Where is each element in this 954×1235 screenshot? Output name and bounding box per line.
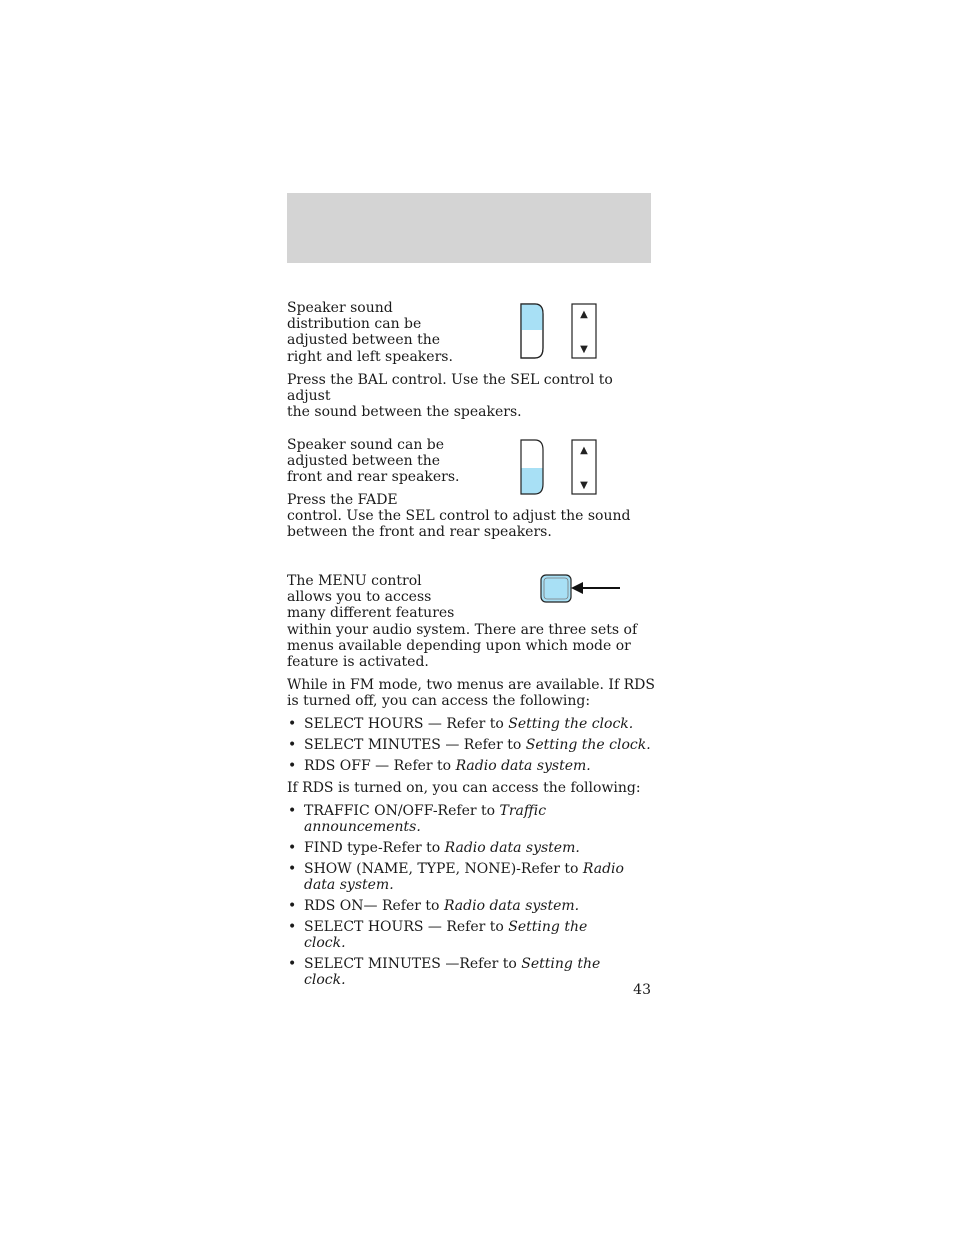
list-item: • FIND type-Refer to Radio data system. (287, 840, 627, 856)
rds-on-intro: If RDS is turned on, you can access the following: (287, 780, 641, 796)
menu-button-icon (541, 575, 571, 602)
rds-off-menu-list (287, 716, 657, 779)
list-item: • TRAFFIC ON/OFF-Refer to Traffic announcements. (287, 803, 627, 835)
rds-on-menu-list (287, 803, 627, 993)
sel-up-down-icon (572, 440, 596, 494)
fade-diagram (515, 436, 605, 500)
menu-diagram (538, 572, 628, 606)
list-item: • SELECT MINUTES —Refer to Setting the clock. (287, 956, 627, 988)
svg-text:▲: ▲ (580, 309, 588, 320)
pointer-arrow-icon (571, 582, 620, 594)
list-item: • SELECT HOURS — Refer to Setting the clock. (287, 919, 627, 951)
balance-instruction: Press the BAL control. Use the SEL control to adjust the sound between the speakers. (287, 372, 613, 421)
list-item: • SELECT MINUTES — Refer to Setting the clock. (287, 737, 657, 753)
list-item: • RDS OFF — Refer to Radio data system. (287, 758, 657, 774)
svg-text:▲: ▲ (580, 445, 588, 456)
fade-intro: Speaker sound can be adjusted between the front and rear speakers. (287, 437, 460, 486)
fade-instruction: Press the FADE control. Use the SEL control to adjust the sound between the front and rear speakers. (287, 492, 631, 541)
menu-intro: The MENU control allows you to access many different features within your audio system. There are three sets of menus available depending upon which mode or feature is activated. (287, 573, 638, 671)
svg-text:▼: ▼ (580, 480, 588, 491)
list-item: • RDS ON— Refer to Radio data system. (287, 898, 627, 914)
speaker-balance-icon (521, 304, 543, 358)
sel-up-down-icon (572, 304, 596, 358)
page-number: 43 (633, 982, 651, 998)
list-item: • SELECT HOURS — Refer to Setting the clock. (287, 716, 657, 732)
fm-mode-paragraph: While in FM mode, two menus are available. If RDS is turned off, you can access the following: (287, 677, 655, 710)
section-header-band (287, 193, 651, 263)
svg-text:▼: ▼ (580, 344, 588, 355)
balance-diagram (515, 300, 605, 364)
speaker-fade-icon (521, 440, 543, 494)
balance-intro: Speaker sound distribution can be adjusted between the right and left speakers. (287, 300, 453, 365)
list-item: • SHOW (NAME, TYPE, NONE)-Refer to Radio data system. (287, 861, 627, 893)
